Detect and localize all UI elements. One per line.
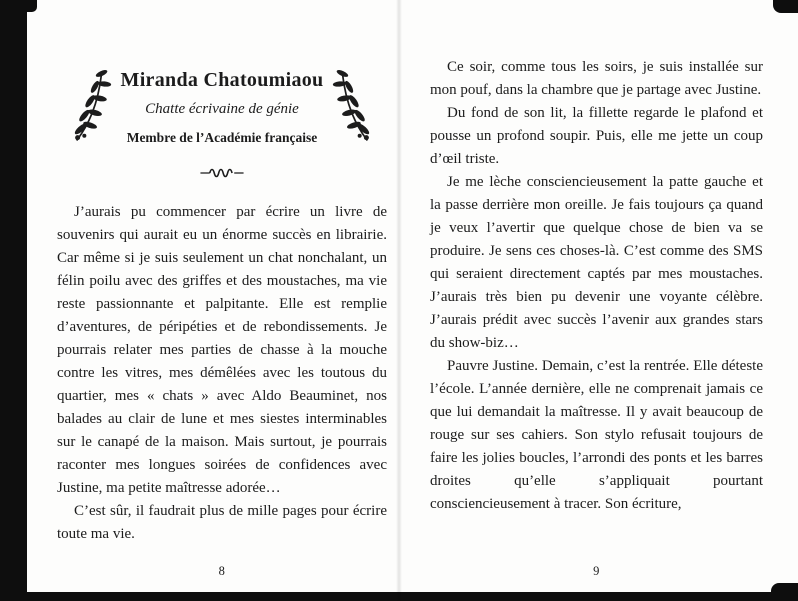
- page-number-left: 8: [218, 564, 226, 578]
- left-page: [27, 0, 399, 592]
- left-page-body: [57, 201, 387, 546]
- olive-branch-left-icon: [69, 66, 115, 148]
- author-membership: Membre de l’Académie française: [126, 129, 318, 145]
- paragraph: Du fond de son lit, la fillette regarde le plafond et pousse un profond soupir. Puis, elle me jette un coup d’œil triste.: [430, 105, 763, 167]
- scan-edge-bottom-right: [771, 583, 798, 601]
- right-page-body: [430, 56, 763, 516]
- squiggle-divider-icon: [57, 166, 387, 185]
- paragraph: C’est sûr, il faudrait plus de mille pages pour écrire toute ma vie.: [57, 503, 387, 542]
- scan-edge-left: [0, 0, 27, 601]
- author-title: Miranda Chatoumiaou: [120, 68, 324, 91]
- olive-branch-right-icon: [329, 66, 375, 148]
- paragraph: Pauvre Justine. Demain, c’est la rentrée. Elle déteste l’école. L’année dernière, elle ne comprenait jamais ce que lui demandait la maîtresse. Il y avait beaucoup de rouge sur ses cahiers. Son stylo refusait toujours de faire les jolies boucles, l’arrondi des ponts et les barres droites qu’elle s’appliquait pourtant consciencieusement à tracer. Son écriture,: [430, 358, 763, 512]
- page-number-right: 9: [593, 564, 600, 578]
- chapter-header-text: [121, 69, 324, 146]
- paragraph: J’aurais pu commencer par écrire un livre de souvenirs qui aurait eu un énorme succès en librairie. Car même si je suis seulement un chat nonchalant, un félin poilu avec des griffes et des moustaches, ma vie reste passionnante et palpitante. Elle est remplie d’aventures, de péripéties et de rebondissements. Je pourrais relater mes parties de chasse à la mouche contre les vitres, mes démêlées avec les toutous du quartier, mes « chats » avec Aldo Beauminet, nos balades au clair de lune et mes siestes interminables sur le canapé de la maison. Mais surtout, je pourrais raconter mes longues soirées de confidences avec Justine, ma petite maîtresse adorée…: [57, 204, 387, 496]
- paragraph: Ce soir, comme tous les soirs, je suis installée sur mon pouf, dans la chambre que je partage avec Justine.: [430, 59, 763, 98]
- paragraph: Je me lèche consciencieusement la patte gauche et la passe derrière mon oreille. Je fais toujours ça quand je veux l’avertir que quelque chose de bien va se produire. Je sens ces choses-là. C’est comme des SMS qui seraient directement captés par mes moustaches. J’aurais très bien pu devenir une voyante célèbre. J’aurais prédit avec succès l’avenir aux grandes stars du show-biz…: [430, 174, 763, 351]
- chapter-header: [45, 66, 399, 148]
- right-page: [401, 0, 771, 592]
- scan-edge-top-right: [773, 0, 798, 13]
- author-subtitle: Chatte écrivaine de génie: [145, 100, 299, 117]
